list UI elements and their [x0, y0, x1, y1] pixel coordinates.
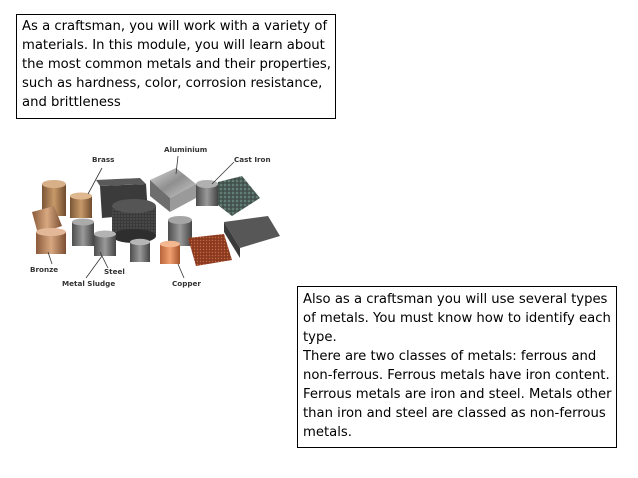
label-copper: Copper	[172, 279, 201, 288]
label-bronze: Bronze	[30, 265, 59, 274]
steel-cylinder-2	[94, 231, 116, 257]
label-brass: Brass	[92, 155, 115, 164]
steel-cylinder-1	[72, 219, 94, 247]
metal-classes-text-box	[297, 286, 617, 448]
metal-sludge-sample	[112, 199, 156, 243]
brass-cylinder-small	[70, 193, 92, 219]
aluminium-sample	[150, 168, 196, 212]
label-aluminium: Aluminium	[164, 145, 208, 154]
steel-tube-back	[196, 180, 218, 206]
steel-cylinder-3	[130, 239, 150, 262]
ferrous-classes-paragraph: There are two classes of metals: ferrous and non-ferrous. Ferrous metals have iron content. Ferrous metals are iron and steel. Metals other than iron and steel are classed as non-ferrous metals.	[303, 349, 612, 440]
grey-slab	[224, 216, 280, 258]
identify-metals-paragraph: Also as a craftsman you will use several types of metals. You must know how to identify each type.	[303, 292, 611, 345]
label-cast-iron: Cast Iron	[234, 155, 271, 164]
cast-iron-sample	[214, 176, 260, 216]
bronze-cylinder	[36, 228, 66, 254]
label-steel: Steel	[104, 267, 125, 276]
intro-paragraph: As a craftsman, you will work with a variety of materials. In this module, you will learn about the most common metals and their properties, such as hardness, color, corrosion resistance, and brittleness	[22, 19, 331, 110]
copper-block	[188, 234, 232, 266]
metal-samples-illustration	[28, 140, 288, 300]
intro-text-box	[16, 14, 336, 119]
copper-cylinder	[160, 241, 180, 264]
label-metal-sludge: Metal Sludge	[62, 279, 116, 288]
